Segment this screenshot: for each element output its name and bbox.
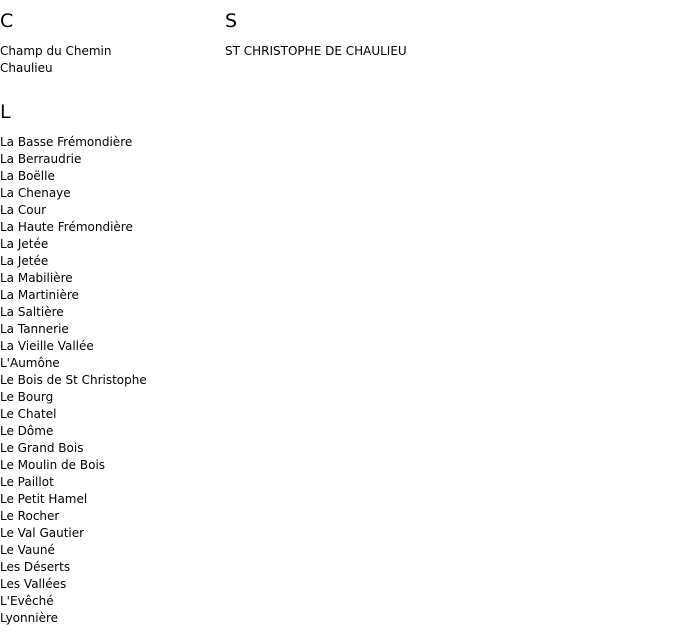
place-list [0,134,300,627]
place-link[interactable]: La Chenaye [0,186,71,200]
place-link[interactable]: La Vieille Vallée [0,339,94,353]
place-link[interactable]: Le Grand Bois [0,441,84,455]
place-link[interactable]: Champ du Chemin [0,44,112,58]
place-link[interactable]: Le Dôme [0,424,54,438]
place-link[interactable]: La Saltière [0,305,64,319]
place-link[interactable]: Le Paillot [0,475,54,489]
place-list [0,43,220,77]
place-link[interactable]: Le Val Gautier [0,526,85,540]
place-link[interactable]: La Jetée [0,254,49,268]
place-link[interactable]: L'Evêché [0,594,54,608]
place-link[interactable]: La Boëlle [0,169,55,183]
place-link[interactable]: Lyonnière [0,611,59,625]
place-link[interactable]: La Martinière [0,288,79,302]
place-link[interactable]: La Basse Frémondière [0,135,133,149]
place-link[interactable]: Le Petit Hamel [0,492,88,506]
place-link[interactable]: Les Vallées [0,577,67,591]
place-link[interactable]: La Jetée [0,237,49,251]
place-link[interactable]: Le Moulin de Bois [0,458,106,472]
place-link[interactable]: Chaulieu [0,61,53,75]
index-group-l [0,101,300,627]
place-link[interactable]: Le Vauné [0,543,55,557]
index-letter-heading: C [0,10,14,32]
index-group-c [0,10,220,77]
place-link[interactable]: La Berraudrie [0,152,82,166]
place-link[interactable]: Les Déserts [0,560,71,574]
place-link[interactable]: La Tannerie [0,322,69,336]
place-list [225,43,625,60]
index-group-s [225,10,625,60]
index-letter-heading: L [0,101,11,123]
place-link[interactable]: L'Aumône [0,356,60,370]
place-link[interactable]: La Haute Frémondière [0,220,133,234]
place-link[interactable]: Le Bourg [0,390,54,404]
place-link[interactable]: Le Bois de St Christophe [0,373,147,387]
place-link[interactable]: Le Rocher [0,509,60,523]
index-letter-heading: S [225,10,238,32]
place-link[interactable]: ST CHRISTOPHE DE CHAULIEU [225,44,407,58]
place-link[interactable]: La Mabilière [0,271,73,285]
place-link[interactable]: Le Chatel [0,407,57,421]
place-link[interactable]: La Cour [0,203,47,217]
